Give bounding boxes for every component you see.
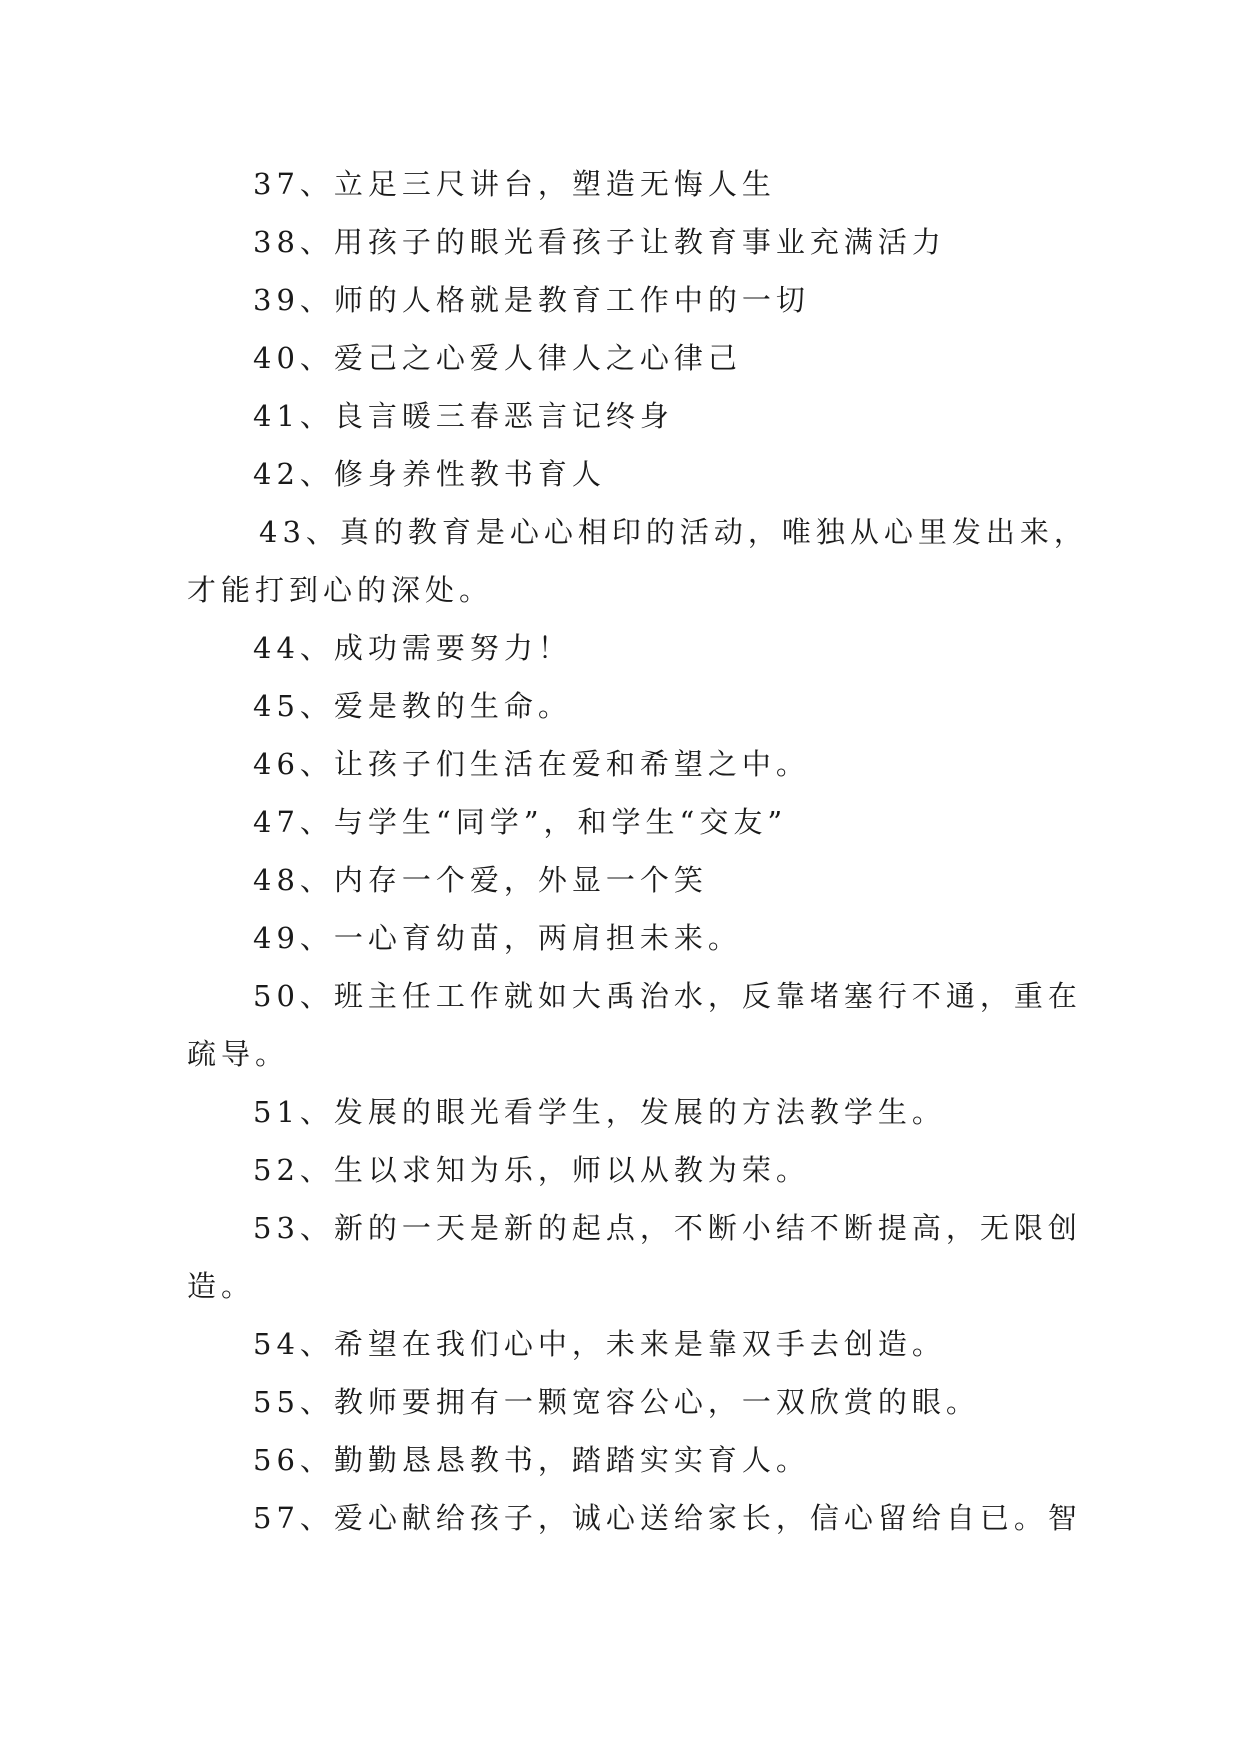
text-line-continuation: 才能打到心的深处。 xyxy=(187,573,494,607)
text-line: 49、一心育幼苗，两肩担未来。 xyxy=(253,921,742,955)
text-line: 51、发展的眼光看学生，发展的方法教学生。 xyxy=(253,1095,946,1129)
document-body xyxy=(187,155,1088,1547)
text-line: 52、生以求知为乐，师以从教为荣。 xyxy=(253,1153,810,1187)
text-line: 46、让孩子们生活在爱和希望之中。 xyxy=(253,747,810,781)
text-line-continuation: 疏导。 xyxy=(187,1037,290,1071)
text-line: 43、真的教育是心心相印的活动，唯独从心里发出来， xyxy=(259,515,1088,549)
text-line: 45、爱是教的生命。 xyxy=(253,689,572,723)
text-line: 56、勤勤恳恳教书，踏踏实实育人。 xyxy=(253,1443,810,1477)
text-line: 48、内存一个爱，外显一个笑 xyxy=(253,863,708,897)
text-line: 44、成功需要努力！ xyxy=(253,631,572,665)
text-line: 41、良言暖三春恶言记终身 xyxy=(253,399,674,433)
text-line: 42、修身养性教书育人 xyxy=(253,457,606,491)
text-line: 50、班主任工作就如大禹治水，反靠堵塞行不通，重在 xyxy=(253,979,1082,1013)
text-line: 55、教师要拥有一颗宽容公心，一双欣赏的眼。 xyxy=(253,1385,980,1419)
text-line: 47、与学生“同学”，和学生“交友” xyxy=(253,805,788,839)
text-line: 54、希望在我们心中，未来是靠双手去创造。 xyxy=(253,1327,946,1361)
text-line: 57、爱心献给孩子，诚心送给家长，信心留给自已。智 xyxy=(253,1501,1082,1535)
text-line: 53、新的一天是新的起点，不断小结不断提高，无限创 xyxy=(253,1211,1082,1245)
text-line-continuation: 造。 xyxy=(187,1269,256,1303)
text-line: 37、立足三尺讲台，塑造无悔人生 xyxy=(253,167,776,201)
text-line: 39、师的人格就是教育工作中的一切 xyxy=(253,283,810,317)
text-line: 40、爱己之心爱人律人之心律己 xyxy=(253,341,742,375)
text-line: 38、用孩子的眼光看孩子让教育事业充满活力 xyxy=(253,225,946,259)
